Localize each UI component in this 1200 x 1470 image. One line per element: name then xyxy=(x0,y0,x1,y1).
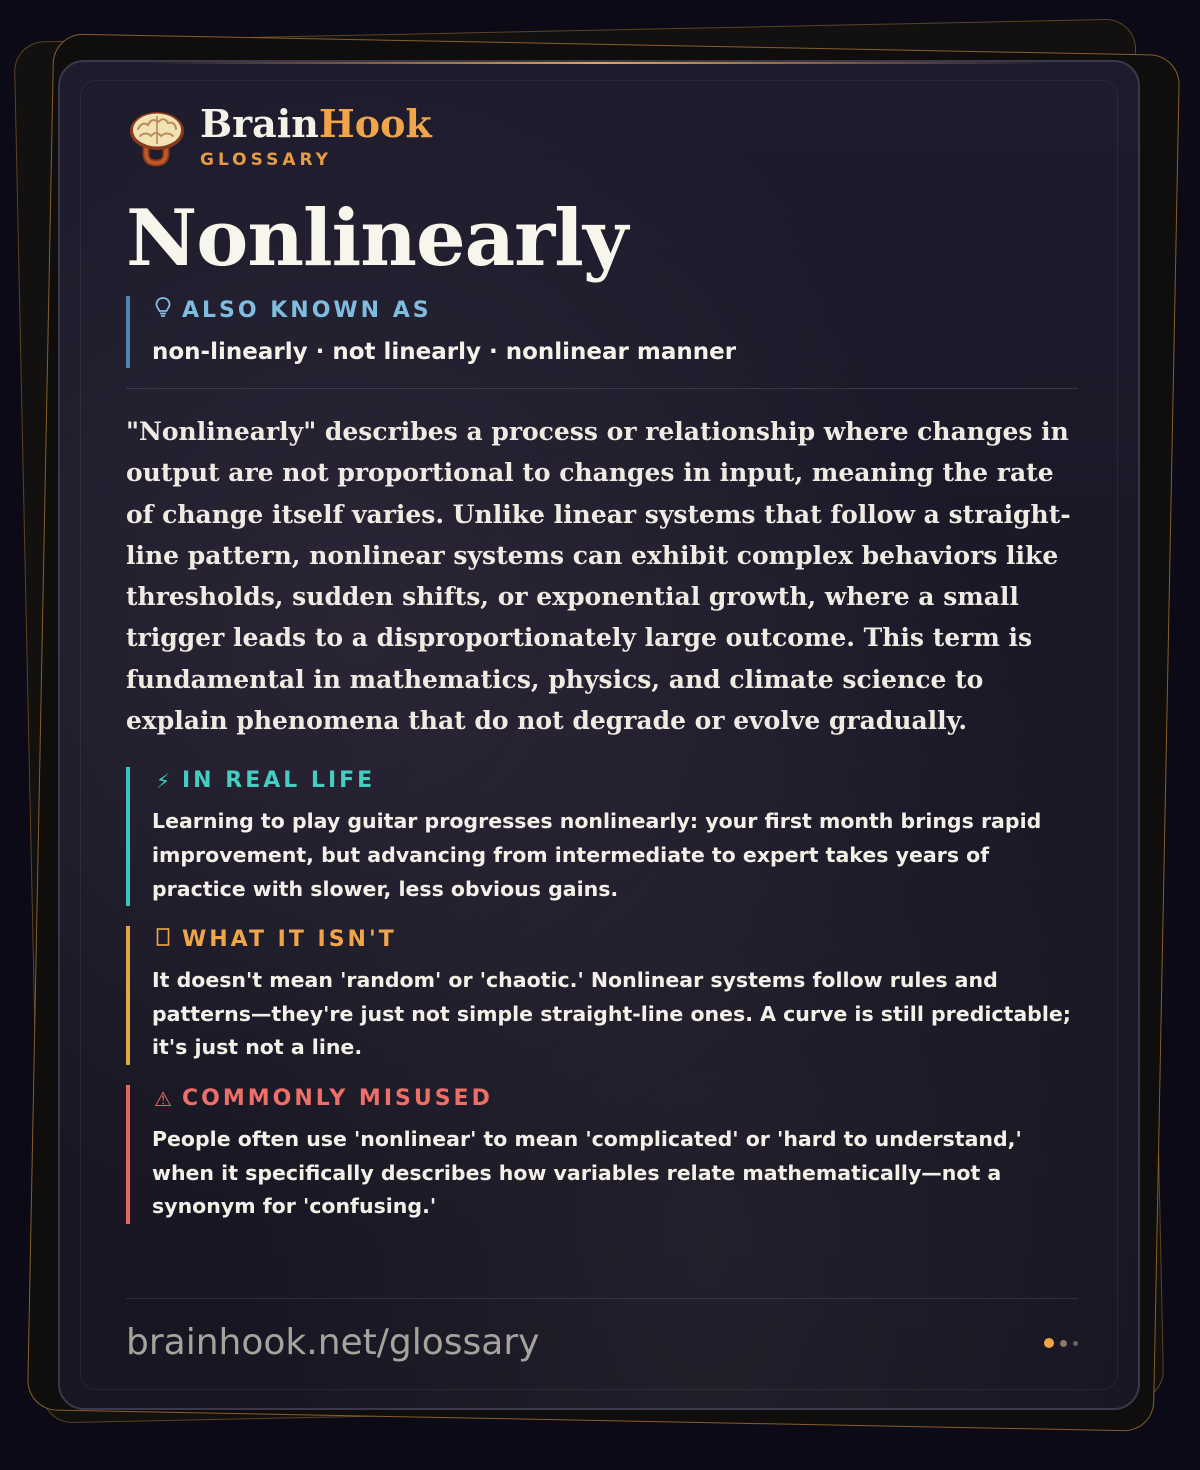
brand-name-part2: Hook xyxy=(318,101,432,146)
brand-name xyxy=(200,101,432,146)
commonly-misused-heading xyxy=(152,1085,1078,1113)
brand-header[interactable] xyxy=(126,102,1078,172)
commonly-misused-section xyxy=(126,1085,1078,1224)
commonly-misused-label: COMMONLY MISUSED xyxy=(182,1085,493,1111)
lightning-icon: ⚡ xyxy=(155,769,171,794)
what-it-isnt-section xyxy=(126,926,1078,1065)
also-known-as-section xyxy=(126,296,1078,368)
what-it-isnt-heading xyxy=(152,926,1078,954)
what-it-isnt-text: It doesn't mean 'random' or 'chaotic.' Nonlinear systems follow rules and patterns—they're just not simple straight-line ones. A curve is still predictable; it's just not a line. xyxy=(152,968,1071,1060)
footer-url-link[interactable]: brainhook.net/glossary xyxy=(126,1322,540,1363)
card-content xyxy=(126,102,1078,1224)
pagination-dot xyxy=(1060,1340,1067,1347)
also-known-as-label: ALSO KNOWN AS xyxy=(182,297,432,323)
commonly-misused-text: People often use 'nonlinear' to mean 'complicated' or 'hard to understand,' when it specifically describes how variables relate mathematically—not a synonym for 'confusing.' xyxy=(152,1126,1022,1219)
also-known-as-list: non-linearly · not linearly · nonlinear manner xyxy=(152,339,737,365)
in-real-life-text: Learning to play guitar progresses nonlinearly: your first month brings rapid improvement, but advancing from intermediate to expert takes years of practice with slower, less obvious gains. xyxy=(152,809,1042,901)
footer-divider xyxy=(126,1298,1078,1299)
also-known-as-heading xyxy=(152,296,1078,325)
term-title: Nonlinearly xyxy=(126,193,628,284)
pagination-dot-active xyxy=(1044,1338,1054,1348)
pagination-dots xyxy=(1038,1338,1078,1348)
card-footer xyxy=(126,1318,1078,1368)
in-real-life-heading xyxy=(152,767,1078,795)
what-it-isnt-label: WHAT IT ISN'T xyxy=(182,927,397,953)
warning-icon: ⚠ xyxy=(154,1086,172,1111)
definition-text: "Nonlinearly" describes a process or relationship where changes in output are not proportional to changes in input, meaning the rate of change itself varies. Unlike linear systems that follow a straight-line pattern, nonlinear systems can exhibit complex behaviors like thresholds, sudden shifts, or exponential growth, where a small trigger leads to a disproportionately large outcome. This term is fundamental in mathematics, physics, and climate science to explain phenomena that do not degrade or evolve gradually. xyxy=(126,417,1071,736)
brain-hook-icon xyxy=(126,107,186,167)
brand-subtitle: GLOSSARY xyxy=(200,150,332,170)
lightbulb-icon xyxy=(152,296,174,325)
no-entry-icon xyxy=(152,926,174,954)
in-real-life-section xyxy=(126,767,1078,906)
pagination-dot xyxy=(1073,1341,1078,1346)
divider xyxy=(126,388,1078,389)
glossary-card xyxy=(58,60,1140,1410)
in-real-life-label: IN REAL LIFE xyxy=(182,768,376,794)
brand-name-part1: Brain xyxy=(200,101,319,146)
